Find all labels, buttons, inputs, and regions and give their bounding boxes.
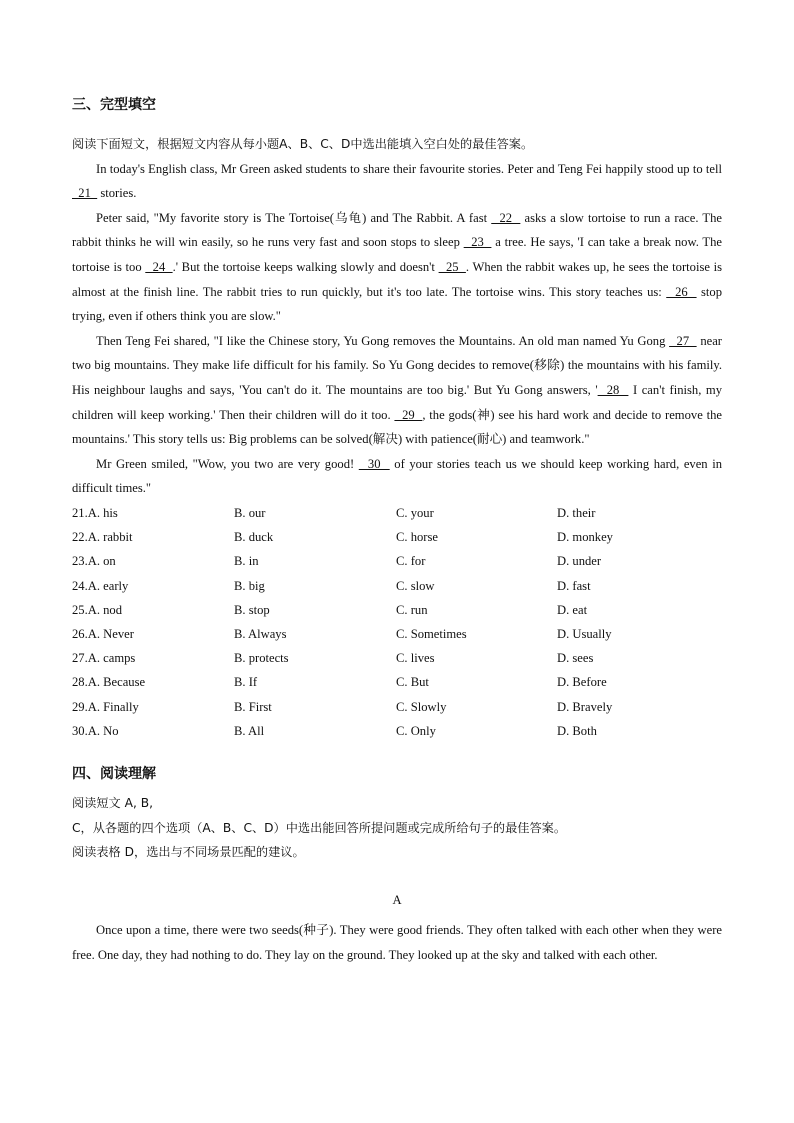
cloze-blank: 23 <box>463 235 492 250</box>
option-a[interactable]: 28.A. Because <box>72 675 146 690</box>
option-c[interactable]: C. Slowly <box>396 699 447 714</box>
option-d[interactable]: D. Before <box>557 675 607 690</box>
option-c[interactable]: C. run <box>396 602 428 617</box>
reading-instruction: 阅读短文 A, B, <box>72 795 153 810</box>
option-d[interactable]: D. fast <box>557 578 591 593</box>
option-d[interactable]: D. Usually <box>557 626 612 641</box>
cloze-paragraph: Peter said, "My favorite story is The Tortoise(乌龟) and The Rabbit. A fast 22 asks a slow tortoise to run a race. The rabbit thinks he will win easily, so he runs very fast and soon stops to sleep 23 a tree. He says, 'I can take a break now. The tortoise is too 24 .' But the tortoise keeps walking slowly and doesn't 25 . When the rabbit wakes up, he sees the tortoise is almost at the finish line. The rabbit tries to run quickly, but it's too late. The tortoise wins. This story teaches us: 26 stop trying, even if others think you are slow." <box>72 210 723 324</box>
option-a[interactable]: 21.A. his <box>72 505 118 520</box>
exam-page <box>72 94 722 969</box>
option-a[interactable]: 27.A. camps <box>72 651 136 666</box>
option-c[interactable]: C. lives <box>396 651 435 666</box>
cloze-paragraph: Then Teng Fei shared, "I like the Chinese story, Yu Gong removes the Mountains. An old man named Yu Gong 27 near two big mountains. They make life difficult for his family. So Yu Gong decides to remove(移除) the mountains with his family. His neighbour laughs and says, 'You can't do it. The mountains are too big.' But Yu Gong answers, ' 28 I can't finish, my children will keep working.' Then their children will do it too. 29 , the gods(神) see his hard work and decide to remove the mountains.' This story tells us: Big problems can be solved(解决) with patience(耐心) and teamwork." <box>72 333 723 447</box>
option-d[interactable]: D. under <box>557 554 602 569</box>
option-b[interactable]: B. protects <box>234 651 289 666</box>
option-d[interactable]: D. sees <box>557 651 594 666</box>
option-a[interactable]: 22.A. rabbit <box>72 530 133 545</box>
option-b[interactable]: B. our <box>234 505 266 520</box>
option-c[interactable]: C. Sometimes <box>396 626 467 641</box>
option-b[interactable]: B. Always <box>234 626 287 641</box>
option-c[interactable]: C. But <box>396 675 429 690</box>
passage-a-paragraph: Once upon a time, there were two seeds(种子). They were good friends. They often talked with each other when they were free. One day, they had nothing to do. They lay on the ground. They looked up at the sky and talked with each other. <box>72 922 722 963</box>
cloze-options <box>72 501 722 743</box>
option-a[interactable]: 26.A. Never <box>72 626 134 641</box>
passage-label: A <box>392 892 402 907</box>
cloze-paragraph: In today's English class, Mr Green asked students to share their favourite stories. Peter and Teng Fei happily stood up to tell 21 stories. <box>72 161 722 201</box>
cloze-blank: 27 <box>669 333 697 348</box>
option-d[interactable]: D. eat <box>557 602 588 617</box>
option-a[interactable]: 25.A. nod <box>72 602 123 617</box>
option-c[interactable]: C. Only <box>396 723 436 738</box>
cloze-blank: 24 <box>145 259 173 274</box>
reading-instruction: C，从各题的四个选项（A、B、C、D）中选出能回答所提问题或完成所给句子的最佳答案。 <box>72 820 567 835</box>
option-b[interactable]: B. If <box>234 675 258 690</box>
option-c[interactable]: C. for <box>396 554 426 569</box>
cloze-passage <box>72 157 722 501</box>
cloze-blank: 21 <box>72 186 98 201</box>
option-a[interactable]: 24.A. early <box>72 578 129 593</box>
cloze-blank: 26 <box>666 284 697 299</box>
cloze-blank: 28 <box>597 382 629 397</box>
cloze-paragraph: Mr Green smiled, "Wow, you two are very good! 30 of your stories teach us we should keep working hard, even in difficult times." <box>72 456 722 496</box>
cloze-instruction: 阅读下面短文，根据短文内容从每小题A、B、C、D中选出能填入空白处的最佳答案。 <box>72 137 534 151</box>
option-a[interactable]: 30.A. No <box>72 723 119 738</box>
option-d[interactable]: D. their <box>557 505 596 520</box>
option-b[interactable]: B. stop <box>234 602 270 617</box>
option-b[interactable]: B. big <box>234 578 265 593</box>
option-b[interactable]: B. duck <box>234 530 274 545</box>
cloze-blank: 25 <box>438 259 466 274</box>
option-d[interactable]: D. monkey <box>557 530 613 545</box>
option-b[interactable]: B. All <box>234 723 265 738</box>
option-d[interactable]: D. Both <box>557 723 597 738</box>
cloze-blank: 29 <box>394 407 423 422</box>
cloze-blank: 22 <box>491 210 521 225</box>
option-c[interactable]: C. horse <box>396 530 438 545</box>
option-a[interactable]: 23.A. on <box>72 554 116 569</box>
section-title-cloze: 三、完型填空 <box>72 97 156 113</box>
option-c[interactable]: C. your <box>396 505 434 520</box>
option-c[interactable]: C. slow <box>396 578 435 593</box>
cloze-blank: 30 <box>358 456 390 471</box>
option-b[interactable]: B. First <box>234 699 272 714</box>
option-a[interactable]: 29.A. Finally <box>72 699 139 714</box>
option-d[interactable]: D. Bravely <box>557 699 613 714</box>
option-b[interactable]: B. in <box>234 554 259 569</box>
section-title-reading: 四、阅读理解 <box>72 765 156 782</box>
reading-instruction: 阅读表格 D，选出与不同场景匹配的建议。 <box>72 845 305 860</box>
